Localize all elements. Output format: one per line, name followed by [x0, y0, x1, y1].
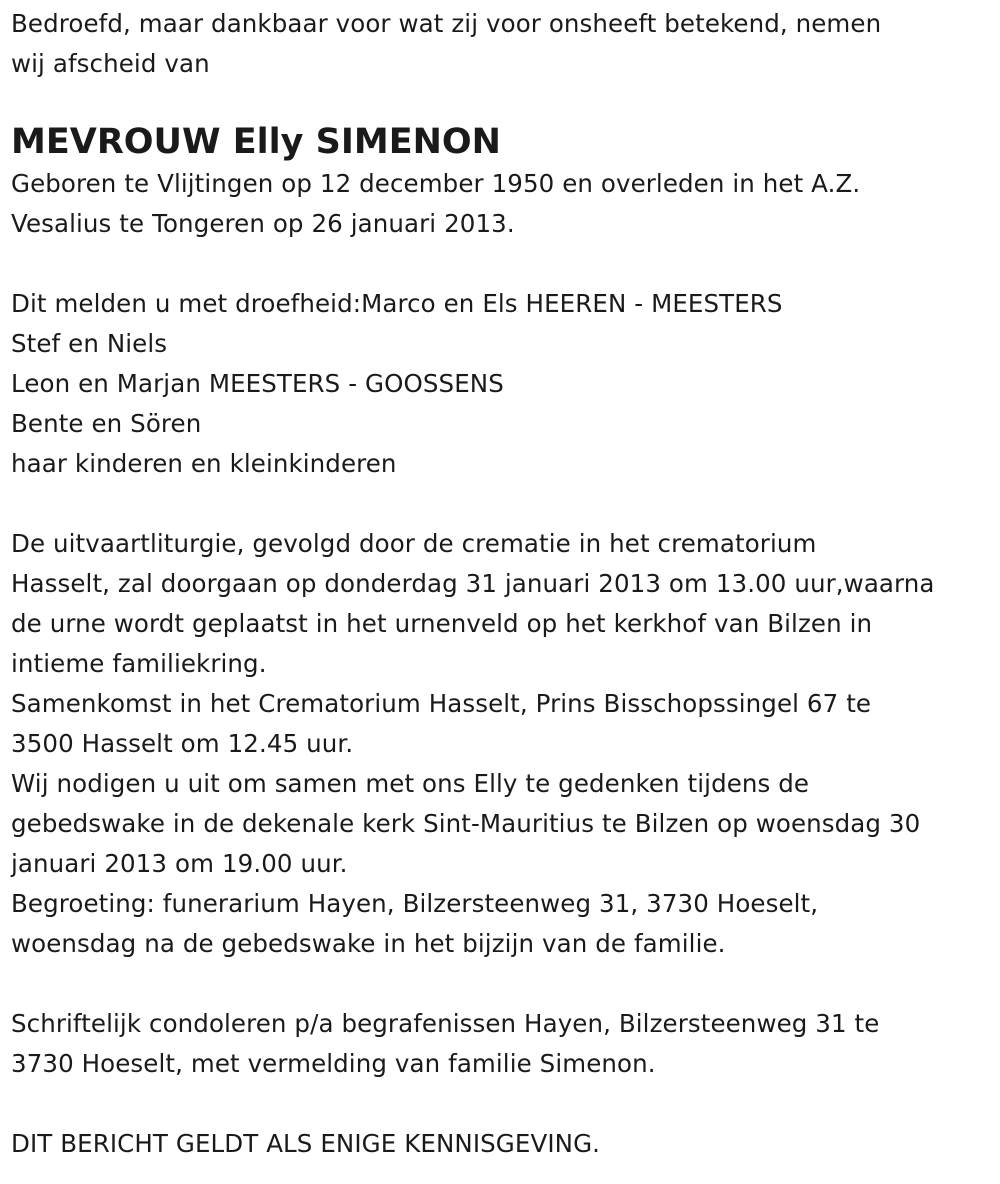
ceremony-line: gebedswake in de dekenale kerk Sint-Mauritius te Bilzen op woensdag 30: [11, 809, 921, 838]
ceremony-line: Hasselt, zal doorgaan op donderdag 31 januari 2013 om 13.00 uur,waarna: [11, 569, 935, 598]
ceremony-line: de urne wordt geplaatst in het urnenveld op het kerkhof van Bilzen in: [11, 609, 873, 638]
ceremony-line: Begroeting: funerarium Hayen, Bilzersteenweg 31, 3730 Hoeselt,: [11, 889, 819, 918]
family-line: Bente en Sören: [11, 409, 202, 438]
spacer: [11, 484, 993, 524]
deceased-name: MEVROUW Elly SIMENON: [11, 122, 501, 162]
intro-line: Bedroefd, maar dankbaar voor wat zij voor onsheeft betekend, nemen: [11, 9, 882, 38]
ceremony-line: 3500 Hasselt om 12.45 uur.: [11, 729, 354, 758]
intro-paragraph: [11, 4, 993, 84]
birth-death-paragraph: [11, 164, 993, 244]
ceremony-line: intieme familiekring.: [11, 649, 267, 678]
obituary-notice: [11, 4, 993, 1164]
ceremony-line: woensdag na de gebedswake in het bijzijn van de familie.: [11, 929, 726, 958]
family-line: Stef en Niels: [11, 329, 168, 358]
ceremony-line: De uitvaartliturgie, gevolgd door de crematie in het crematorium: [11, 529, 817, 558]
spacer: [11, 244, 993, 284]
condolence-line: 3730 Hoeselt, met vermelding van familie Simenon.: [11, 1049, 656, 1078]
family-line: Dit melden u met droefheid:Marco en Els HEEREN - MEESTERS: [11, 289, 783, 318]
family-line: Leon en Marjan MEESTERS - GOOSSENS: [11, 369, 504, 398]
spacer: [11, 1084, 993, 1124]
ceremony-line: januari 2013 om 19.00 uur.: [11, 849, 348, 878]
family-line: haar kinderen en kleinkinderen: [11, 449, 397, 478]
condolence-line: Schriftelijk condoleren p/a begrafenissen Hayen, Bilzersteenweg 31 te: [11, 1009, 880, 1038]
family-list: [11, 284, 993, 484]
intro-line: wij afscheid van: [11, 49, 210, 78]
birth-line: Vesalius te Tongeren op 26 januari 2013.: [11, 209, 515, 238]
ceremony-line: Samenkomst in het Crematorium Hasselt, Prins Bisschopssingel 67 te: [11, 689, 872, 718]
official-notice: DIT BERICHT GELDT ALS ENIGE KENNISGEVING.: [11, 1129, 601, 1158]
spacer: [11, 964, 993, 1004]
ceremony-paragraph: [11, 524, 993, 964]
condolence-paragraph: [11, 1004, 993, 1084]
ceremony-line: Wij nodigen u uit om samen met ons Elly te gedenken tijdens de: [11, 769, 810, 798]
birth-line: Geboren te Vlijtingen op 12 december 1950 en overleden in het A.Z.: [11, 169, 861, 198]
